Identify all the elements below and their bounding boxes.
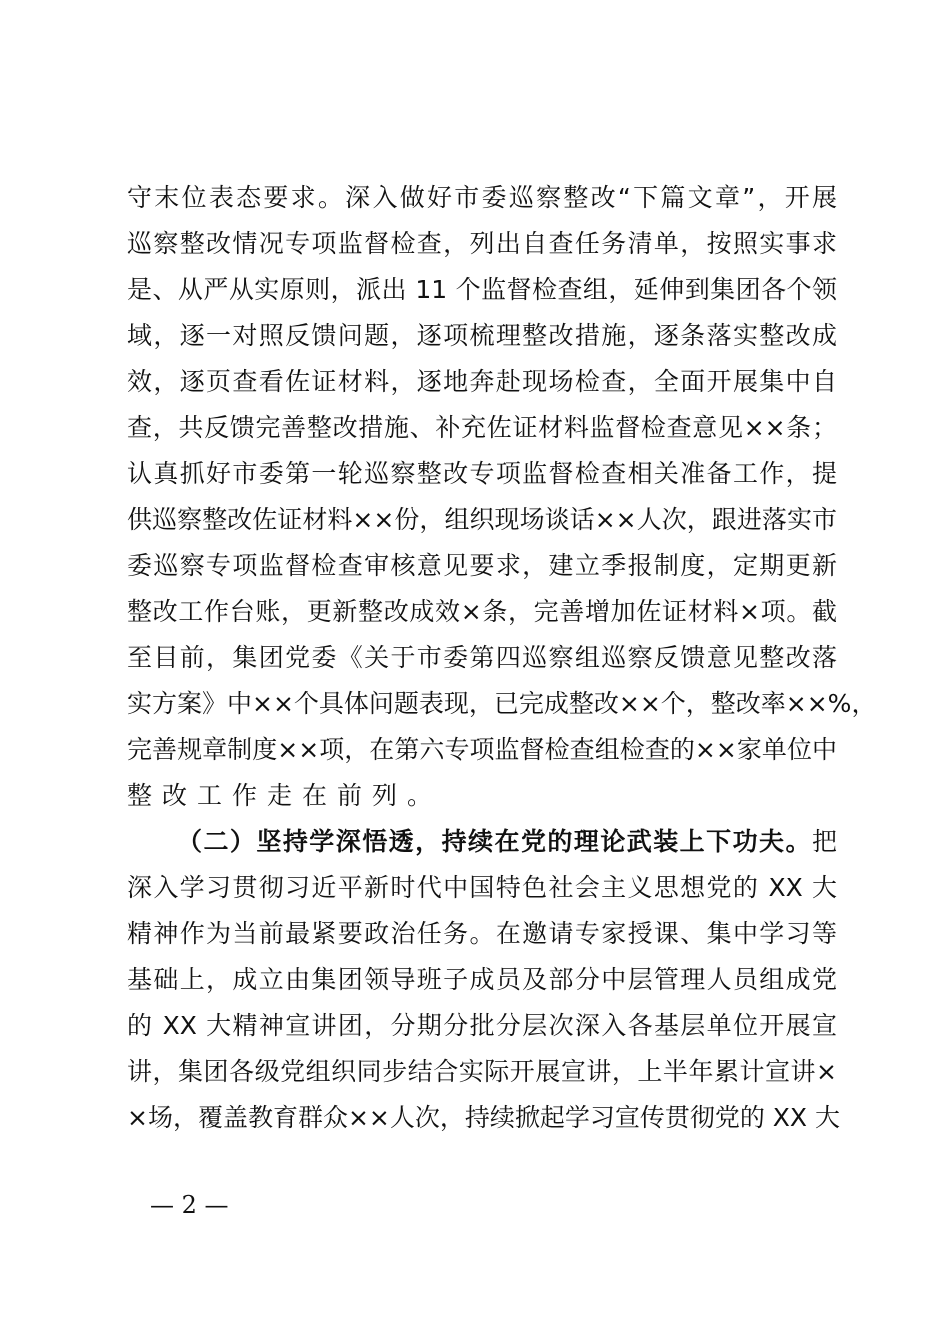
paragraph-line: 整改工作台账，更新整改成效×条，完善增加佐证材料×项。截: [127, 597, 837, 626]
paragraph-line: 整改工作走在前列。: [127, 781, 443, 810]
paragraph-line: 的 XX 大精神宣讲团，分期分批分层次深入各基层单位开展宣: [127, 1011, 837, 1040]
paragraph-line: 效，逐页查看佐证材料，逐地奔赴现场检查，全面开展集中自: [127, 367, 837, 396]
paragraph-line: 域，逐一对照反馈问题，逐项梳理整改措施，逐条落实整改成: [127, 321, 837, 350]
paragraph-line: 查，共反馈完善整改措施、补充佐证材料监督检查意见××条；: [127, 413, 837, 442]
paragraph-line: ×场，覆盖教育群众××人次，持续掀起学习宣传贯彻党的 XX 大: [127, 1103, 840, 1132]
paragraph-line: 巡察整改情况专项监督检查，列出自查任务清单，按照实事求: [127, 229, 837, 258]
paragraph-line: 讲，集团各级党组织同步结合实际开展宣讲，上半年累计宣讲×: [127, 1057, 837, 1086]
section-heading-tail: 把: [811, 827, 837, 856]
paragraph-line: 是、从严从实原则，派出 11 个监督检查组，延伸到集团各个领: [127, 275, 837, 304]
paragraph-line: 基础上，成立由集团领导班子成员及部分中层管理人员组成党: [127, 965, 837, 994]
page-number: — 2 —: [150, 1191, 229, 1219]
section-heading: （二）坚持学深悟透，持续在党的理论武装上下功夫。: [177, 827, 812, 856]
paragraph-line: 认真抓好市委第一轮巡察整改专项监督检查相关准备工作，提: [127, 459, 837, 488]
section-heading-line: [177, 819, 837, 865]
paragraph-line: 精神作为当前最紧要政治任务。在邀请专家授课、集中学习等: [127, 919, 837, 948]
paragraph-line: 完善规章制度××项，在第六专项监督检查组检查的××家单位中: [127, 735, 837, 764]
paragraph-line: 实方案》中××个具体问题表现，已完成整改××个，整改率××%，: [127, 689, 877, 718]
paragraph-line: 深入学习贯彻习近平新时代中国特色社会主义思想党的 XX 大: [127, 873, 837, 902]
paragraph-line: 委巡察专项监督检查审核意见要求，建立季报制度，定期更新: [127, 551, 837, 580]
paragraph-line: 至目前，集团党委《关于市委第四巡察组巡察反馈意见整改落: [127, 643, 837, 672]
paragraph-line: 守末位表态要求。深入做好市委巡察整改“下篇文章”，开展: [127, 183, 837, 212]
paragraph-line: 供巡察整改佐证材料××份，组织现场谈话××人次，跟进落实市: [127, 505, 837, 534]
